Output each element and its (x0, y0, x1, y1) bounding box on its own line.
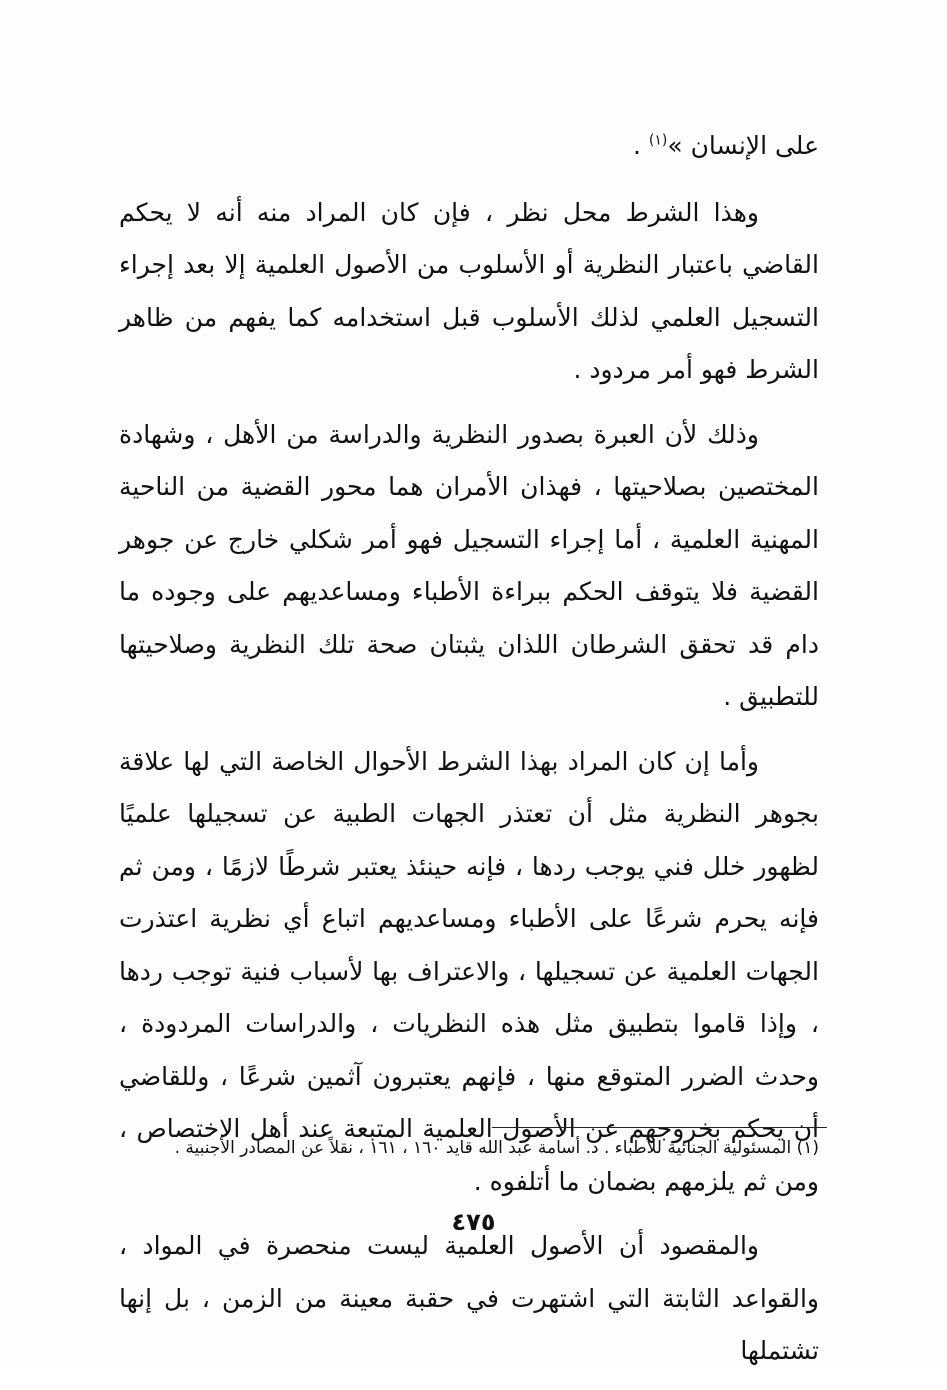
opening-line (119, 120, 819, 173)
opening-text: على الإنسان » (667, 131, 819, 160)
paragraph-1: وهذا الشرط محل نظر ، فإن كان المراد منه أنه لا يحكم القاضي باعتبار النظرية أو الأسلوب من الأصول العلمية إلا بعد إجراء التسجيل العلمي لذلك الأسلوب قبل استخدامه كما يفهم من ظاهر الشرط فهو أمر مردود . (119, 197, 819, 384)
footnote (119, 1134, 819, 1162)
paragraph-3: وأما إن كان المراد بهذا الشرط الأحوال الخاصة التي لها علاقة بجوهر النظرية مثل أن تعتذر الجهات الطبية عن تسجيلها علميًا لظهور خلل فني يوجب ردها ، فإنه حينئذ يعتبر شرطًا لازمًا ، ومن ثم فإنه يحرم شرعًا على الأطباء ومساعديهم اتباع أي نظرية اعتذرت الجهات العلمية عن تسجيلها ، والاعتراف بها لأسباب فنية توجب ردها ، وإذا قاموا بتطبيق مثل هذه النظريات ، والدراسات المردودة ، وحدث الضرر المتوقع منها ، فإنهم يعتبرون آثمين شرعًا ، وللقاضي أن يحكم بخروجهم عن الأصول العلمية المتبعة عند أهل الاختصاص ، ومن ثم يلزمهم بضمان ما أتلفوه . (119, 746, 819, 1196)
paragraph-2: وذلك لأن العبرة بصدور النظرية والدراسة من الأهل ، وشهادة المختصين بصلاحيتها ، فهذان الأمران هما محور القضية من الناحية المهنية العلمية ، أما إجراء التسجيل فهو أمر شكلي خارج عن جوهر القضية فلا يتوقف الحكم ببراءة الأطباء ومساعديهم على وجوده ما دام قد تحقق الشرطان اللذان يثبتان صحة تلك النظرية وصلاحيتها للتطبيق . (119, 419, 819, 711)
paragraph-4: والمقصود أن الأصول العلمية ليست منحصرة في المواد ، والقواعد الثابتة التي اشتهرت في حقبة معينة من الزمن ، بل إنها تشتملها (119, 1231, 819, 1365)
page-number: ٤٧٥ (451, 1208, 496, 1236)
footnote-marker: (١) (796, 1138, 819, 1158)
opening-end: . (632, 131, 649, 160)
footnote-divider (492, 1127, 827, 1128)
footnote-reference[interactable]: (١) (648, 132, 668, 149)
footnote-text: المسئولية الجنائية للأطباء . د. أسامة عبد الله قايد ١٦٠ ، ١٦١ ، نقلاً عن المصادر الأجنبية . (174, 1138, 792, 1158)
main-text (119, 120, 819, 1390)
